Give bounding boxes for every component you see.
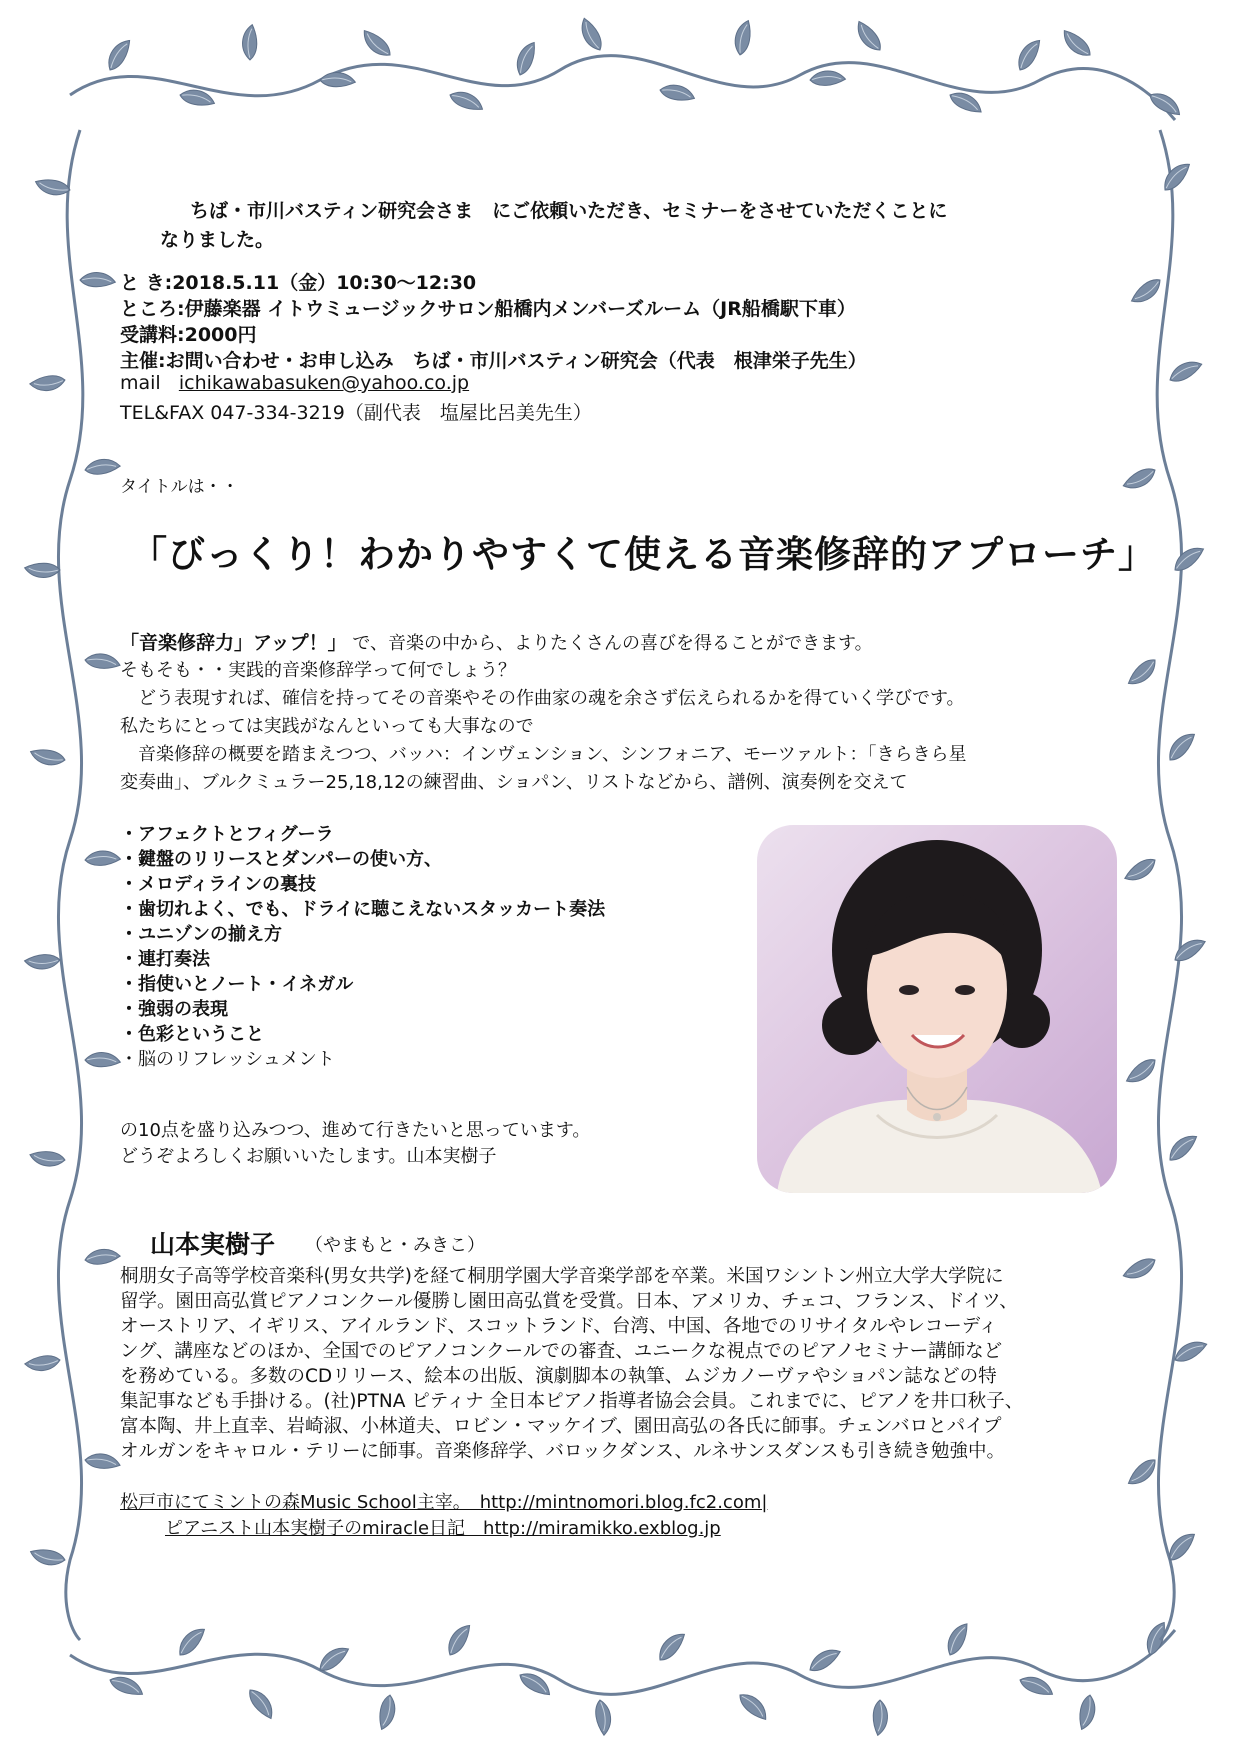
description-lead-rest: で、音楽の中から、よりたくさんの喜びを得ることができます。 <box>352 633 873 654</box>
portrait-photo <box>757 825 1117 1193</box>
tel-fax: TEL&FAX 047-334-3219（副代表 塩屋比呂美先生） <box>120 402 592 424</box>
description-line: 音楽修辞の概要を踏まえつつ、バッハ：インヴェンション、シンフォニア、モーツァルト：「きらきら星 <box>120 744 967 765</box>
closing-line: の10点を盛り込みつつ、進めて行きたいと思っています。 <box>120 1120 591 1141</box>
bio-line: を務めている。多数のCDリリース、絵本の出版、演劇脚本の執筆、ムジカノーヴァやショパン誌などの特 <box>120 1366 997 1387</box>
blog-link[interactable]: ピアニスト山本実樹子のmiracle日記 http://miramikko.exblog.jp <box>165 1518 721 1539</box>
topic-item: ・色彩ということ <box>120 1024 264 1045</box>
topic-item: ・メロディラインの裏技 <box>120 874 317 895</box>
description-lead-bold: 「音楽修辞力」アップ！」 <box>120 632 347 654</box>
mail-label: mail <box>120 372 161 394</box>
title-lead: タイトルは・・ <box>120 477 239 497</box>
topic-item: ・連打奏法 <box>120 949 210 970</box>
description-line: そもそも・・実践的音楽修辞学って何でしょう？ <box>120 660 516 681</box>
topic-item: ・脳のリフレッシュメント <box>120 1049 335 1070</box>
school-link[interactable]: 松戸市にてミントの森Music School主宰。 http://mintnomori.blog.fc2.com| <box>120 1492 768 1513</box>
topic-item: ・強弱の表現 <box>120 999 228 1020</box>
topic-item: ・歯切れよく、でも、ドライに聴こえないスタッカート奏法 <box>120 899 606 920</box>
event-fee: 受講料:2000円 <box>120 324 257 346</box>
bio-line: オーストリア、イギリス、アイルランド、スコットランド、台湾、中国、各地でのリサイタルやレコーディ <box>120 1316 998 1337</box>
bio-line: オルガンをキャロル・テリーに師事。音楽修辞学、バロックダンス、ルネサンスダンスも引き続き勉強中。 <box>120 1441 1006 1462</box>
mail-link[interactable]: ichikawabasuken@yahoo.co.jp <box>178 372 470 394</box>
description-line: 変奏曲」、ブルクミュラー25,18,12の練習曲、ショパン、リストなどから、譜例、演奏例を交えて <box>120 772 908 793</box>
intro-line-1: ちば・市川バスティン研究会さま にご依頼いただき、セミナーをさせていただくことに <box>190 200 948 222</box>
event-date: と き:2018.5.11（金）10:30〜12:30 <box>120 272 477 294</box>
event-organizer: 主催:お問い合わせ・お申し込み ちば・市川バスティン研究会（代表 根津栄子先生） <box>120 350 867 372</box>
topic-item: ・アフェクトとフィグーラ <box>120 824 334 845</box>
bio-line: ング、講座などのほか、全国でのピアノコンクールでの審査、ユニークな視点でのピアノセミナー講師など <box>120 1341 1003 1362</box>
main-title: 「びっくり！わかりやすくて使える音楽修辞的アプローチ」 <box>130 533 1156 576</box>
description-line: 私たちにとっては実践がなんといっても大事なので <box>120 716 534 737</box>
bio-line: 桐朋女子高等学校音楽科(男女共学)を経て桐朋学園大学音楽学部を卒業。米国ワシントン州立大学大学院に <box>120 1266 1004 1287</box>
topic-item: ・指使いとノート・イネガル <box>120 974 354 995</box>
bio-line: 集記事なども手掛ける。(社)PTNA ピティナ 全日本ピアノ指導者協会会員。これまでに、ピアノを井口秋子、 <box>120 1391 1024 1412</box>
description-line: どう表現すれば、確信を持ってその音楽やその作曲家の魂を余さず伝えられるかを得ていく学びです。 <box>120 688 965 709</box>
topic-item: ・鍵盤のリリースとダンパーの使い方、 <box>120 849 443 870</box>
closing-line: どうぞよろしくお願いいたします。山本実樹子 <box>120 1146 497 1167</box>
topic-item: ・ユニゾンの揃え方 <box>120 924 282 945</box>
bio-line: 留学。園田高弘賞ピアノコンクール優勝し園田高弘賞を受賞。日本、アメリカ、チェコ、フランス、ドイツ、 <box>120 1291 1018 1312</box>
intro-line-2: なりました。 <box>160 229 275 251</box>
event-place: ところ:伊藤楽器 イトウミュージックサロン船橋内メンバーズルーム（JR船橋駅下車） <box>120 298 856 320</box>
bio-line: 富本陶、井上直幸、岩崎淑、小林道夫、ロビン・マッケイブ、園田高弘の各氏に師事。チェンバロとパイプ <box>120 1416 1002 1437</box>
mail-row <box>120 372 469 394</box>
bio-kana: （やまもと・みきこ） <box>305 1235 485 1256</box>
description-lead <box>120 628 873 655</box>
bio-name: 山本実樹子 <box>150 1230 276 1259</box>
